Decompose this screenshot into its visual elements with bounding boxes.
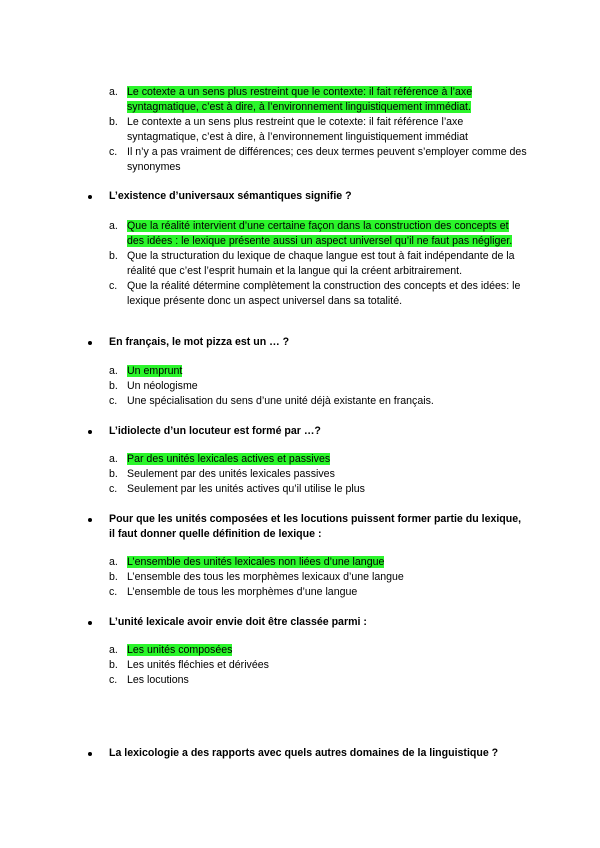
- option-letter: c.: [109, 674, 118, 686]
- option-text: Une spécialisation du sens d’une unité déjà existante en français.: [127, 395, 434, 407]
- option-text: Que la réalité détermine complètement la construction des concepts et des idées: le lexique présente donc un aspect universel dans sa totalité.: [127, 280, 521, 307]
- question-text: En français, le mot pizza est un … ?: [109, 336, 290, 348]
- answer-option: [109, 467, 527, 482]
- option-text-highlighted: Un emprunt: [127, 365, 183, 377]
- option-text: Les unités fléchies et dérivées: [127, 659, 269, 671]
- option-text-highlighted: Les unités composées: [127, 644, 233, 656]
- bullet-icon: [88, 621, 92, 625]
- answer-option: [109, 364, 527, 379]
- answer-option: [109, 555, 527, 570]
- answer-option: [109, 482, 527, 497]
- bullet-icon: [88, 341, 92, 345]
- option-letter: c.: [109, 146, 118, 158]
- option-text: Un néologisme: [127, 380, 198, 392]
- option-letter: a.: [109, 644, 118, 656]
- option-text: Le contexte a un sens plus restreint que le cotexte: il fait référence l’axe syntagmatique, c’est à dire, à l’environnement linguistiquement immédiat: [127, 116, 468, 143]
- answer-option: [109, 279, 527, 309]
- option-letter: a.: [109, 556, 118, 568]
- option-letter: c.: [109, 586, 118, 598]
- option-text: Seulement par les unités actives qu’il utilise le plus: [127, 483, 365, 495]
- answer-list-5: [109, 555, 527, 600]
- option-letter: a.: [109, 220, 118, 232]
- option-text: Les locutions: [127, 674, 189, 686]
- option-letter: c.: [109, 395, 118, 407]
- answer-option: [109, 115, 527, 145]
- answer-option: [109, 673, 527, 688]
- option-letter: c.: [109, 483, 118, 495]
- answer-option: [109, 585, 527, 600]
- option-text-highlighted: Par des unités lexicales actives et passives: [127, 453, 331, 465]
- question-5: [88, 512, 528, 542]
- question-2: [88, 189, 528, 204]
- option-letter: c.: [109, 280, 118, 292]
- option-text: L’ensemble des tous les morphèmes lexicaux d’une langue: [127, 571, 404, 583]
- question-4: [88, 424, 528, 439]
- option-letter: b.: [109, 380, 118, 392]
- bullet-icon: [88, 195, 92, 199]
- answer-option: [109, 85, 527, 115]
- question-text: Pour que les unités composées et les locutions puissent former partie du lexique, il faut donner quelle définition de lexique :: [109, 513, 522, 540]
- answer-list-2: [109, 219, 527, 309]
- question-text: L’existence d’universaux sémantiques signifie ?: [109, 190, 352, 202]
- option-letter: a.: [109, 365, 118, 377]
- question-text: L’idiolecte d’un locuteur est formé par …?: [109, 425, 321, 437]
- question-3: [88, 335, 528, 350]
- question-text: L’unité lexicale avoir envie doit être classée parmi :: [109, 616, 367, 628]
- option-letter: b.: [109, 468, 118, 480]
- question-6: [88, 615, 528, 630]
- answer-option: [109, 643, 527, 658]
- answer-option: [109, 145, 527, 175]
- answer-option: [109, 249, 527, 279]
- answer-list-1: [109, 85, 527, 175]
- bullet-icon: [88, 518, 92, 522]
- answer-option: [109, 658, 527, 673]
- answer-option: [109, 452, 527, 467]
- answer-option: [109, 379, 527, 394]
- answer-option: [109, 219, 527, 249]
- option-text: Il n’y a pas vraiment de différences; ces deux termes peuvent s’employer comme des synonymes: [127, 146, 527, 173]
- option-text-highlighted: L’ensemble des unités lexicales non liées d’une langue: [127, 556, 385, 568]
- option-text: L’ensemble de tous les morphèmes d’une langue: [127, 586, 358, 598]
- option-letter: b.: [109, 250, 118, 262]
- option-letter: b.: [109, 571, 118, 583]
- answer-list-6: [109, 643, 527, 688]
- option-text-highlighted: Le cotexte a un sens plus restreint que le contexte: il fait référence à l’axe syntagmatique, c’est à dire, à l’environnement linguistiquement immédiat.: [127, 86, 473, 113]
- option-letter: a.: [109, 453, 118, 465]
- answer-option: [109, 394, 527, 409]
- answer-option: [109, 570, 527, 585]
- bullet-icon: [88, 430, 92, 434]
- option-letter: b.: [109, 116, 118, 128]
- option-letter: b.: [109, 659, 118, 671]
- question-text: La lexicologie a des rapports avec quels autres domaines de la linguistique ?: [109, 747, 499, 759]
- option-text: Que la structuration du lexique de chaque langue est tout à fait indépendante de la réalité que c’est l’esprit humain et la langue qui la créent arbitrairement.: [127, 250, 515, 277]
- answer-list-3: [109, 364, 527, 409]
- option-text-highlighted: Que la réalité intervient d’une certaine façon dans la construction des concepts et des idées : le lexique présente aussi un aspect universel qu’il ne faut pas négliger.: [127, 220, 513, 247]
- answer-list-4: [109, 452, 527, 497]
- bullet-icon: [88, 752, 92, 756]
- option-text: Seulement par des unités lexicales passives: [127, 468, 335, 480]
- question-7: [88, 746, 528, 761]
- option-letter: a.: [109, 86, 118, 98]
